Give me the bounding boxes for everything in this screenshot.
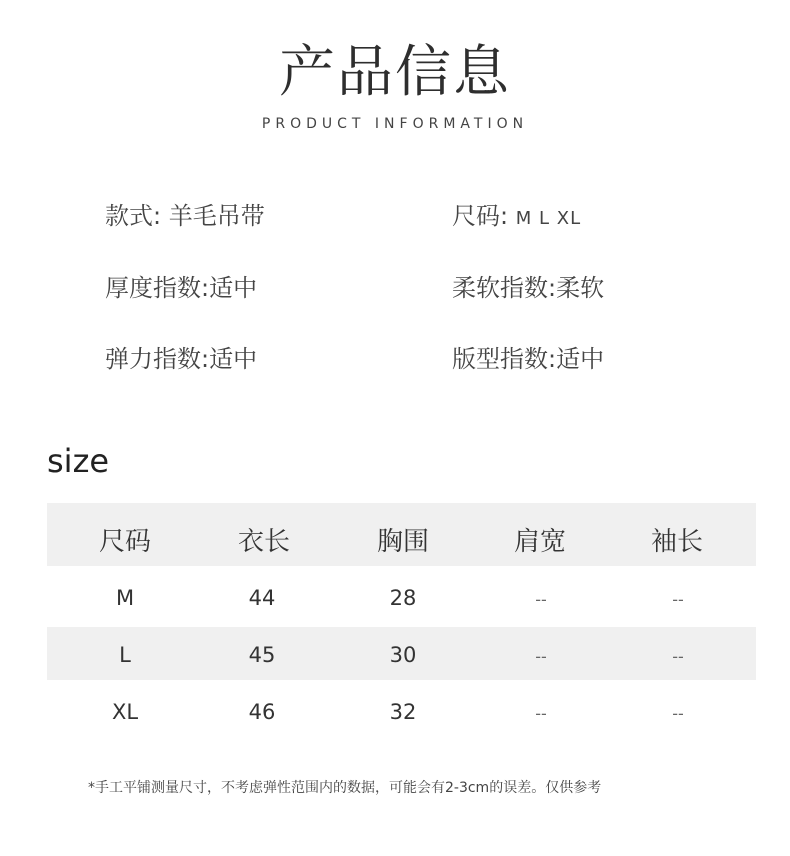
table-cell: 28 bbox=[389, 586, 417, 610]
table-cell: 32 bbox=[389, 700, 417, 724]
info-style-label: 款式: bbox=[105, 202, 162, 230]
table-cell: -- bbox=[672, 590, 684, 609]
table-cell: 46 bbox=[248, 700, 276, 724]
info-style-value: 羊毛吊带 bbox=[168, 202, 265, 230]
info-elasticity-value: 适中 bbox=[209, 345, 258, 373]
info-elasticity bbox=[105, 339, 257, 374]
info-thickness-value: 适中 bbox=[209, 274, 258, 302]
info-softness-label: 柔软指数: bbox=[452, 274, 557, 302]
info-size-label: 尺码: bbox=[452, 202, 509, 230]
table-cell: 30 bbox=[389, 643, 417, 667]
table-cell: XL bbox=[111, 700, 139, 724]
info-size-value: M L XL bbox=[515, 208, 582, 229]
measurement-footnote: *手工平铺测量尺寸，不考虑弹性范围内的数据，可能会有2-3cm的误差。仅供参考 bbox=[88, 780, 602, 796]
table-cell: -- bbox=[672, 704, 684, 723]
info-thickness bbox=[105, 268, 257, 303]
info-fit bbox=[452, 339, 604, 374]
table-cell: -- bbox=[535, 590, 547, 609]
table-cell: -- bbox=[672, 647, 684, 666]
info-size bbox=[452, 196, 581, 231]
info-fit-label: 版型指数: bbox=[452, 345, 557, 373]
table-cell: 45 bbox=[248, 643, 276, 667]
table-header-cell: 袖长 bbox=[650, 527, 703, 557]
info-thickness-label: 厚度指数: bbox=[105, 274, 210, 302]
table-row bbox=[47, 572, 756, 626]
table-row bbox=[47, 684, 756, 740]
size-section-title: size bbox=[47, 442, 110, 480]
table-header-row bbox=[47, 503, 756, 566]
table-header-cell: 胸围 bbox=[376, 527, 429, 557]
page-subtitle: PRODUCT INFORMATION bbox=[261, 116, 529, 132]
info-softness-value: 柔软 bbox=[556, 274, 605, 302]
table-cell: -- bbox=[535, 704, 547, 723]
page-title: 产品信息 bbox=[279, 40, 511, 105]
table-header-cell: 肩宽 bbox=[513, 527, 566, 557]
info-style bbox=[105, 196, 265, 231]
table-header-cell: 衣长 bbox=[237, 527, 290, 557]
table-cell: L bbox=[119, 643, 131, 667]
info-elasticity-label: 弹力指数: bbox=[105, 345, 210, 373]
table-cell: -- bbox=[535, 647, 547, 666]
info-fit-value: 适中 bbox=[556, 345, 605, 373]
table-cell: M bbox=[115, 586, 135, 610]
table-cell: 44 bbox=[248, 586, 276, 610]
table-header-cell: 尺码 bbox=[98, 527, 151, 557]
table-row bbox=[47, 627, 756, 680]
info-softness bbox=[452, 268, 604, 303]
